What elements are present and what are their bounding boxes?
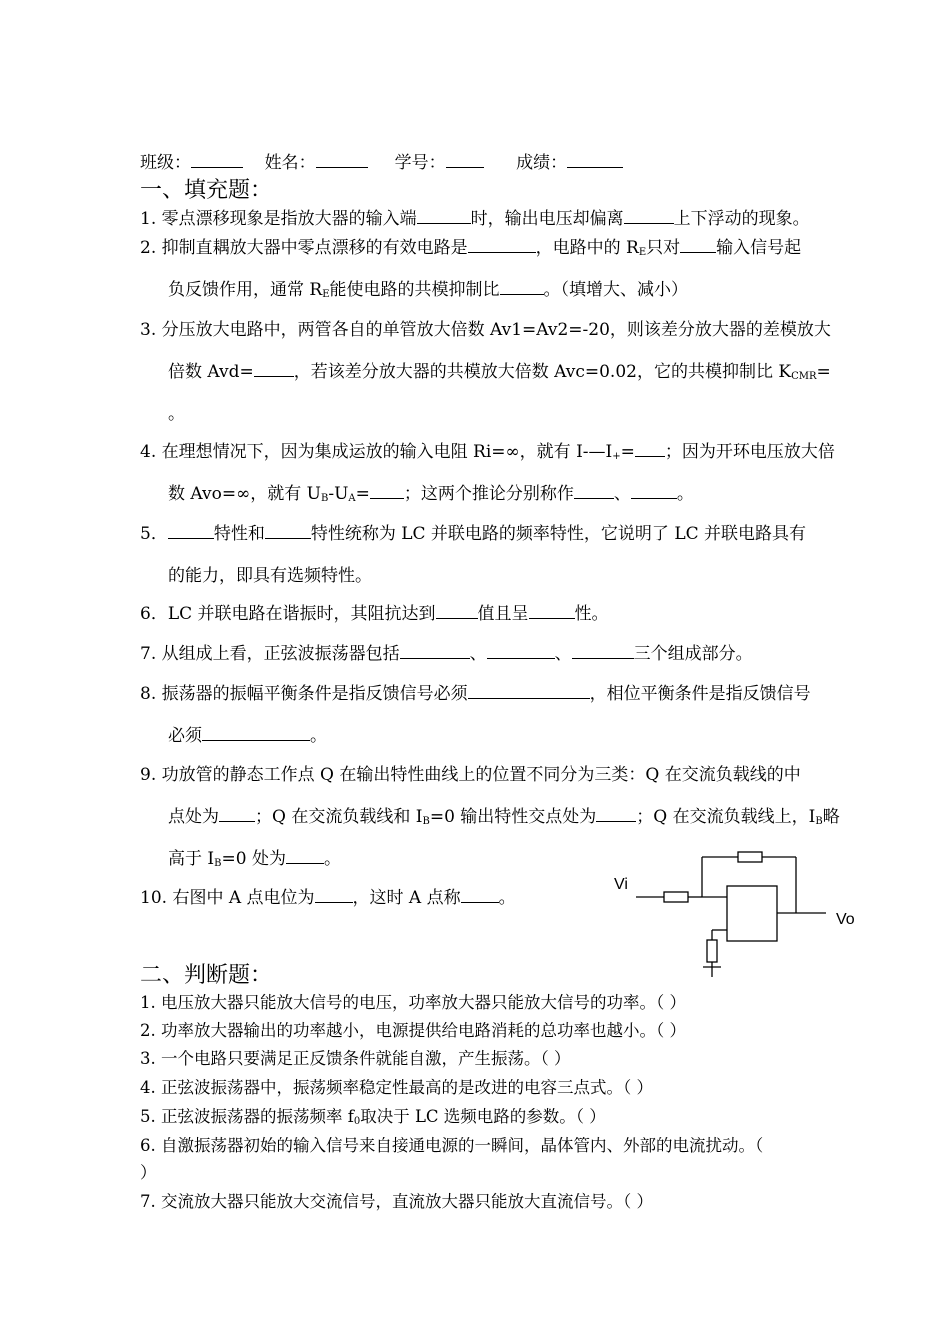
question-3-line-3 xyxy=(168,403,185,425)
q9-text-h: =0 处为 xyxy=(221,849,286,869)
q8-blank-1[interactable] xyxy=(468,683,590,699)
question-10 xyxy=(140,887,516,909)
class-label: 班级： xyxy=(140,153,191,173)
q4-blank-3[interactable] xyxy=(574,483,614,499)
question-5-line-1 xyxy=(140,523,806,545)
q1-text-c: 上下浮动的现象。 xyxy=(673,209,810,229)
q9-text-g: 高于 I xyxy=(168,849,215,869)
name-blank[interactable] xyxy=(316,152,368,168)
q9-sub-b2: B xyxy=(815,816,823,827)
q4-text-f: = xyxy=(355,484,370,504)
feedback-resistor xyxy=(738,852,762,862)
q2-sub-e2: E xyxy=(322,289,330,300)
judge-item-5 xyxy=(140,1106,606,1133)
question-9-line-1 xyxy=(140,764,801,786)
q9-text-a: 9. 功放管的静态工作点 Q 在输出特性曲线上的位置不同分为三类：Q 在交流负载线的中 xyxy=(140,765,801,785)
id-blank[interactable] xyxy=(446,152,484,168)
q2-text-b: ，电路中的 R xyxy=(535,238,639,258)
question-3-line-2 xyxy=(168,361,831,388)
q7-blank-3[interactable] xyxy=(572,643,634,659)
q2-text-g: 。（填增大、减小） xyxy=(543,280,689,300)
q2-text-d: 输入信号起 xyxy=(716,238,802,258)
q3-text-b: 倍数 Avd= xyxy=(168,362,254,382)
q8-text-a: 8. 振荡器的振幅平衡条件是指反馈信号必须 xyxy=(140,684,468,704)
q9-text-d: =0 输出特性交点处为 xyxy=(429,807,597,827)
q2-sub-e: E xyxy=(638,247,647,258)
q7-blank-1[interactable] xyxy=(400,643,470,659)
q10-blank-2[interactable] xyxy=(461,887,499,903)
judge-item-3: 3. 一个电路只要满足正反馈条件就能自激，产生振荡。（ ） xyxy=(140,1049,571,1068)
question-4-line-2 xyxy=(168,483,694,510)
question-3-line-1 xyxy=(140,319,831,341)
q4-sub-plus: + xyxy=(612,451,621,462)
q10-text-a: 10. 右图中 A 点电位为 xyxy=(140,888,315,908)
q5-text-c: 特性统称为 LC 并联电路的频率特性，它说明了 LC 并联电路具有 xyxy=(310,524,807,544)
q1-blank-1[interactable] xyxy=(417,208,471,224)
score-label: 成绩： xyxy=(516,153,568,173)
q10-text-b: ，这时 A 点称 xyxy=(352,888,461,908)
q4-blank-2[interactable] xyxy=(370,483,404,499)
student-info-row xyxy=(140,152,623,174)
question-4-line-1 xyxy=(140,441,835,468)
q4-text-i: 。 xyxy=(676,484,694,504)
q9-text-b: 点处为 xyxy=(168,807,219,827)
q9-sub-b1: B xyxy=(422,816,430,827)
q7-text-c: 、 xyxy=(554,644,572,664)
ground-resistor xyxy=(707,940,717,962)
q9-blank-1[interactable] xyxy=(219,806,255,822)
q4-text-c: ；因为开环电压放大倍 xyxy=(664,442,835,462)
q3-blank-1[interactable] xyxy=(254,361,294,377)
judge-5-rest: 取决于 LC 选频电路的参数。（ ） xyxy=(360,1107,606,1126)
q9-text-i: 。 xyxy=(323,849,341,869)
q2-blank-3[interactable] xyxy=(500,279,544,295)
score-blank[interactable] xyxy=(567,152,623,168)
q2-text-f: 能使电路的共模抑制比 xyxy=(329,280,500,300)
q9-text-e: ；Q 在交流负载线上，I xyxy=(636,807,816,827)
q9-text-c: ；Q 在交流负载线和 I xyxy=(255,807,423,827)
q5-text-d: 的能力，即具有选频特性。 xyxy=(168,566,372,586)
class-blank[interactable] xyxy=(191,152,243,168)
q3-text-d: = xyxy=(816,362,831,382)
question-1 xyxy=(140,208,810,230)
q10-text-c: 。 xyxy=(498,888,516,908)
judge-5-sub: 0 xyxy=(353,1116,361,1127)
vo-label: Vo xyxy=(836,911,855,928)
q2-text-a: 2. 抑制直耦放大器中零点漂移的有效电路是 xyxy=(140,238,468,258)
q3-sub-cmr: CMR xyxy=(791,371,817,382)
q7-blank-2[interactable] xyxy=(487,643,555,659)
id-label: 学号： xyxy=(394,153,446,173)
q8-text-c: 必须 xyxy=(168,726,202,746)
q5-text-b: 特性和 xyxy=(213,524,265,544)
q4-text-g: ；这两个推论分别称作 xyxy=(403,484,574,504)
q9-blank-2[interactable] xyxy=(596,806,636,822)
q2-text-e: 负反馈作用，通常 R xyxy=(168,280,323,300)
q4-blank-4[interactable] xyxy=(631,483,677,499)
q1-text-a: 1. 零点漂移现象是指放大器的输入端 xyxy=(140,209,417,229)
question-2-line-1 xyxy=(140,237,801,264)
q9-blank-3[interactable] xyxy=(286,848,324,864)
q3-text-a: 3. 分压放大电路中，两管各自的单管放大倍数 Av1=Av2=-20，则该差分放大器的差模放大 xyxy=(140,320,831,340)
input-resistor xyxy=(664,892,688,902)
q5-text-a: 5． xyxy=(140,524,168,544)
section-fill-title: 一、填充题： xyxy=(140,178,273,203)
question-7 xyxy=(140,643,753,665)
judge-item-2: 2. 功率放大器输出的功率越小，电源提供给电路消耗的总功率也越小。（ ） xyxy=(140,1021,686,1040)
q8-blank-2[interactable] xyxy=(202,725,310,741)
q6-blank-2[interactable] xyxy=(529,603,575,619)
q2-text-c: 只对 xyxy=(646,238,681,258)
judge-item-6: 6. 自激振荡器初始的输入信号来自接通电源的一瞬间，晶体管内、外部的电流扰动。（ xyxy=(140,1136,764,1155)
q6-text-a: 6．LC 并联电路在谐振时，其阻抗达到 xyxy=(140,604,436,624)
judge-item-1: 1. 电压放大器只能放大信号的电压，功率放大器只能放大信号的功率。（ ） xyxy=(140,993,686,1012)
question-9-line-2 xyxy=(168,806,840,833)
question-2-line-2 xyxy=(168,279,688,306)
q4-text-b: = xyxy=(620,442,635,462)
q3-text-e: 。 xyxy=(168,404,185,424)
op-amp-block xyxy=(727,886,777,941)
question-6 xyxy=(140,603,609,625)
q2-blank-1[interactable] xyxy=(468,237,536,253)
judge-5-text: 5. 正弦波振荡器的振荡频率 f xyxy=(140,1107,354,1126)
name-label: 姓名： xyxy=(264,153,316,173)
q1-text-b: 时，输出电压却偏离 xyxy=(470,209,624,229)
q4-sub-a: A xyxy=(348,493,356,504)
judge-item-4: 4. 正弦波振荡器中，振荡频率稳定性最高的是改进的电容三点式。（ ） xyxy=(140,1078,653,1097)
q1-blank-2[interactable] xyxy=(624,208,674,224)
q10-blank-1[interactable] xyxy=(315,887,353,903)
q7-text-a: 7. 从组成上看，正弦波振荡器包括 xyxy=(140,644,400,664)
q5-blank-2[interactable] xyxy=(265,523,311,539)
question-5-line-2 xyxy=(168,565,372,587)
q7-text-b: 、 xyxy=(469,644,487,664)
q7-text-d: 三个组成部分。 xyxy=(633,644,753,664)
judge-item-6-cont: ） xyxy=(140,1163,157,1182)
q5-blank-1[interactable] xyxy=(168,523,214,539)
q4-text-a: 4. 在理想情况下，因为集成运放的输入电阻 Ri=∞，就有 I-—I xyxy=(140,442,613,462)
q4-text-e: -U xyxy=(328,484,349,504)
q2-blank-2[interactable] xyxy=(680,237,716,253)
q6-text-b: 值且呈 xyxy=(477,604,529,624)
q9-text-f: 略 xyxy=(822,807,840,827)
question-9-line-3 xyxy=(168,848,341,875)
question-8-line-1 xyxy=(140,683,811,705)
q9-sub-b3: B xyxy=(214,858,222,869)
q4-text-h: 、 xyxy=(613,484,631,504)
q4-text-d: 数 Avo=∞，就有 U xyxy=(168,484,321,504)
q6-blank-1[interactable] xyxy=(436,603,478,619)
q4-blank-1[interactable] xyxy=(635,441,665,457)
q8-text-d: 。 xyxy=(310,726,327,746)
question-8-line-2 xyxy=(168,725,327,747)
section-judge-title: 二、判断题： xyxy=(140,963,273,988)
vi-label: Vi xyxy=(614,876,628,893)
judge-item-7: 7. 交流放大器只能放大交流信号，直流放大器只能放大直流信号。（ ） xyxy=(140,1192,653,1211)
q6-text-c: 性。 xyxy=(574,604,609,624)
q4-sub-b: B xyxy=(320,493,329,504)
q8-text-b: ，相位平衡条件是指反馈信号 xyxy=(589,684,811,704)
circuit-diagram xyxy=(600,840,870,985)
q3-text-c: ，若该差分放大器的共模放大倍数 Avc=0.02，它的共模抑制比 K xyxy=(293,362,792,382)
